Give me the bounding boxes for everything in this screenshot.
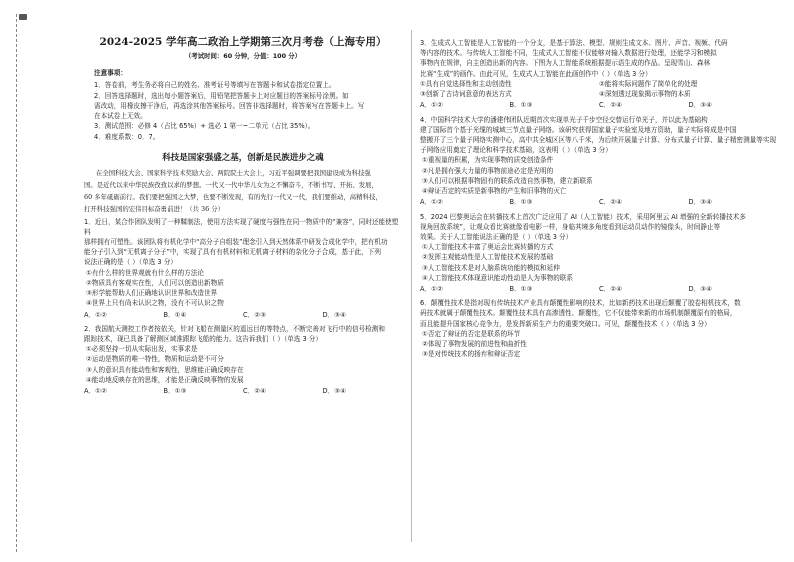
question-option: ②发挥主观能动性是人工智能技术发展的基础 bbox=[422, 253, 554, 262]
question-stem: 4．中国科学技术大学的潘建伟团队近期首次实现单光子千步空径交替运行单光子，并以此为基础构 bbox=[420, 115, 708, 124]
notice-line: 1．答卷前，考生务必将自己的姓名、准考证号等填写在答题卡和试卷指定位置上。 bbox=[94, 81, 336, 90]
question-option: ③创新了古诗词意意的表达方式 bbox=[420, 90, 512, 99]
question-stem: 事物内在规律，自主创造出新的内容。下图为人工智能系统根据提示语生成的作品。呈现雪山、森林 bbox=[420, 59, 711, 68]
answer-choice-b: B．①③ bbox=[163, 387, 187, 396]
question-option: ④辩证否定的实质是新事物的产生和旧事物的灭亡 bbox=[422, 187, 567, 196]
question-stem: 整搬开了三个量子网络实测中心，高中共全城区区等八千米，为后续开展量子计算、分布式量子计算、量子精密测量等实现 bbox=[420, 135, 777, 144]
question-option: ③是对传统技术的扬弃和辩证否定 bbox=[422, 350, 521, 359]
exam-title: 2024-2025 学年高二政治上学期第三次月考卷（上海专用） bbox=[99, 36, 387, 48]
column-divider bbox=[411, 30, 412, 542]
answer-choices bbox=[420, 284, 778, 294]
question-stem: 那样拥有可塑性。该团队将有机化学中“高分子自组装”理念引入到天然体系中研发合成化学中，把有机功 bbox=[84, 238, 388, 247]
answer-choice-d: D．③④ bbox=[688, 285, 712, 294]
question-option: ③人工智能技术是对人脑系统功能的模拟和延伸 bbox=[422, 263, 560, 272]
question-stem: 5．2024 巴黎奥运会在转播技术上首次广泛应用了 AI（人工智能）技术，采用阿里云 AI 增强的全新转播技术多 bbox=[420, 212, 746, 221]
question-4 bbox=[420, 115, 778, 208]
notice-heading: 注意事项： bbox=[94, 69, 127, 78]
question-option: ①具有自觉选择性和主动创造性 bbox=[420, 79, 512, 88]
notice-block bbox=[84, 68, 402, 142]
answer-choice-a: A．①② bbox=[84, 310, 107, 319]
question-option: ②体现了事物发展的前进性和曲折性 bbox=[422, 340, 527, 349]
answer-choices bbox=[84, 386, 402, 396]
question-option: ①必须坚持一切从实际出发，实事求是 bbox=[86, 345, 198, 354]
question-stem: 等内容的技术。与传统人工智能不同，生成式人工智能不仅能够对输入数据进行处理，还能学习和模拟 bbox=[420, 49, 717, 58]
question-stem: 效果。关于人工智能说法正确的是（ ）（单选 3 分） bbox=[420, 232, 573, 241]
question-stem: 子网络应用奠定了理论和科学技术基础，这表明（ ）（单选 3 分） bbox=[420, 146, 612, 155]
answer-choice-c: C．②④ bbox=[599, 198, 623, 207]
question-3 bbox=[420, 38, 778, 111]
question-stem: 说法正确的是（ ）（单选 3 分） bbox=[84, 258, 177, 267]
question-option: ②物质具有客观实在性，人们可以创造出新物质 bbox=[86, 278, 224, 287]
question-option: ③人的意识具有能动性和客观性，思维能正确反映存在 bbox=[86, 365, 244, 374]
notice-line: 3．测试范围：必修 4（占比 65%）+ 选必 1 第一~二单元（占比 35%）。 bbox=[94, 122, 315, 131]
answer-choice-a: A．①② bbox=[420, 285, 443, 294]
question-stem: 跟踪技术，现已具备了解测区域准跟踪飞船的能力。这告诉我们（ ）（单选 3 分） bbox=[84, 334, 322, 343]
question-stem: 1．近日，某合作团队发明了一种鞣制法，使用方法实现了硬度与强性在同一物质中的“兼容”，同时还能使塑料 bbox=[84, 217, 399, 236]
answer-choice-d: D．③④ bbox=[688, 101, 712, 110]
question-stem: 2．我国航天测控工作者按依关，针对飞船在测量区的遥远目的等特点，不断完善对飞行中的信号检测和 bbox=[84, 324, 385, 333]
notice-line: 需改动，用橡皮擦干净后，再选涂其他答案标号。回答非选择题时，将答案写在答题卡上。写 bbox=[94, 101, 365, 110]
question-option: ①否定了辩证的否定是联系的环节 bbox=[422, 329, 521, 338]
answer-choice-b: B．①③ bbox=[509, 101, 533, 110]
question-stem: 视角回放系统”，让观众看比赛就像看电影一样，身临其境多角度看到运动员动作的镜像头，时间静止等 bbox=[420, 222, 721, 231]
intro-line: 打开科技强国的宏伟目标奋勇前进！（共 36 分） bbox=[84, 204, 225, 213]
answer-choice-c: C．②④ bbox=[599, 285, 623, 294]
question-option: ②能将实际问题作了简单化的处理 bbox=[599, 79, 698, 88]
answer-choice-b: B．①③ bbox=[509, 198, 533, 207]
question-stem: 6．颠覆性技术是指对现有传统技术产业具有颠覆性影响的技术，比如新药技术出现后颠覆了胶卷相机技术，数 bbox=[420, 299, 741, 308]
binding-line bbox=[16, 14, 27, 552]
exam-subtitle: （考试时间：60 分钟，分值：100 分） bbox=[184, 52, 302, 61]
answer-choice-a: A．①② bbox=[420, 101, 443, 110]
answer-choice-b: B．①③ bbox=[509, 285, 533, 294]
question-option: ③形学能帮助人们正确地认识世界和改造世界 bbox=[86, 289, 218, 298]
answer-choice-d: D．③④ bbox=[322, 310, 346, 319]
question-stem: 比赛“生成”的画作。由此可见，生成式人工智能在此画创作中（ ）（单选 3 分） bbox=[420, 69, 652, 78]
question-option: ④人工智能技术体现意识能动性动是人为事物的联系 bbox=[422, 273, 573, 282]
notice-line: 4．难度系数：0．7。 bbox=[94, 132, 160, 141]
question-stem: 建了国际首个基于光缆的城域三节点量子网络。该研究获得国家量子实验室及地方资助，量子实际将成是中国 bbox=[420, 125, 737, 134]
answer-choice-a: A．①② bbox=[420, 198, 443, 207]
question-stem: 码技术就属于颠覆性技术。颠覆性技术具有高渗透性、颠覆性，它不仅能带来新的市场机制颠覆原有的格局， bbox=[420, 309, 737, 318]
answer-choice-d: D．③④ bbox=[688, 198, 712, 207]
question-5 bbox=[420, 212, 778, 295]
answer-choices bbox=[420, 197, 778, 207]
answer-choice-c: C．②④ bbox=[599, 101, 623, 110]
question-stem: 能分子引入到“无机离子分子”中，实现了具有有机材料和无机离子材料的杂化分子合成，基于此，下列 bbox=[84, 248, 381, 257]
answer-choice-c: C．②④ bbox=[243, 387, 267, 396]
answer-choice-c: C．②③ bbox=[243, 310, 267, 319]
question-option: ①人工智能技术丰富了奥运会比赛转播的方式 bbox=[422, 243, 554, 252]
question-option: ③人们可以根据事物固有的联系改造自然事物，建立新联系 bbox=[422, 176, 593, 185]
question-option: ①有什么样的世界观就有什么样的方法论 bbox=[86, 268, 205, 277]
intro-line: 国。是近代以来中华民族孜孜以求的梦想。一代又一代中华儿女为之不懈奋斗，不断书写、开拓、发展， bbox=[84, 180, 378, 189]
answer-choices bbox=[84, 310, 402, 320]
left-column bbox=[84, 28, 402, 400]
option-row bbox=[420, 89, 778, 99]
answer-choice-d: D．③④ bbox=[322, 387, 346, 396]
question-2 bbox=[84, 324, 402, 397]
question-1 bbox=[84, 217, 402, 320]
answer-choices bbox=[420, 100, 778, 110]
question-6 bbox=[420, 298, 778, 359]
question-option: ①重视量的积累，为实现事物的质变创造条件 bbox=[422, 156, 554, 165]
section-intro bbox=[84, 169, 402, 215]
question-option: ②运动是物质的唯一特性，物质和运动是不可分 bbox=[86, 355, 224, 364]
answer-choice-b: B．①④ bbox=[163, 310, 187, 319]
option-row bbox=[420, 79, 778, 89]
answer-choice-a: A．①② bbox=[84, 387, 107, 396]
notice-line: 2．回答选择题时，选出每小题答案后，用铅笔把答题卡上对应题目的答案标号涂黑。如 bbox=[94, 91, 349, 100]
notice-line: 在本试卷上无效。 bbox=[94, 112, 147, 121]
section-title: 科技是国家强盛之基，创新是民族进步之魂 bbox=[162, 152, 324, 163]
question-option: ②凡是拥有强大力量的事物前途必定是光明的 bbox=[422, 166, 554, 175]
right-column bbox=[420, 38, 778, 364]
question-stem: 而且能提升国家核心竞争力，是发挥新质生产力的重要突破口。可见，颠覆性技术（ ）（单选 3 分） bbox=[420, 319, 711, 328]
question-option: ④世界上只有尚未认识之物，没有不可认识之物 bbox=[86, 299, 224, 308]
question-stem: 3．生成式人工智能是人工智能的一个分支，是基于算法、模型、规则生成文本、图片、声音、视频、代码 bbox=[420, 39, 728, 47]
question-option: ④深刻透过现象揭示事物的本质 bbox=[599, 90, 691, 99]
intro-line: 60 多年砥砺前行。我们要把强国之大梦，也要不断发现，有的先行一代又一代，我们要推动，高精科技， bbox=[84, 192, 382, 201]
question-option: ④能动地反映存在的思维，才能是正确反映事物的发展 bbox=[86, 375, 244, 384]
binding-mark bbox=[19, 14, 27, 20]
intro-line: 在全国科技大会、国家科学技术奖励大会、两院院士大会上，习近平强调要把我国建设成为科技强 bbox=[96, 168, 371, 177]
